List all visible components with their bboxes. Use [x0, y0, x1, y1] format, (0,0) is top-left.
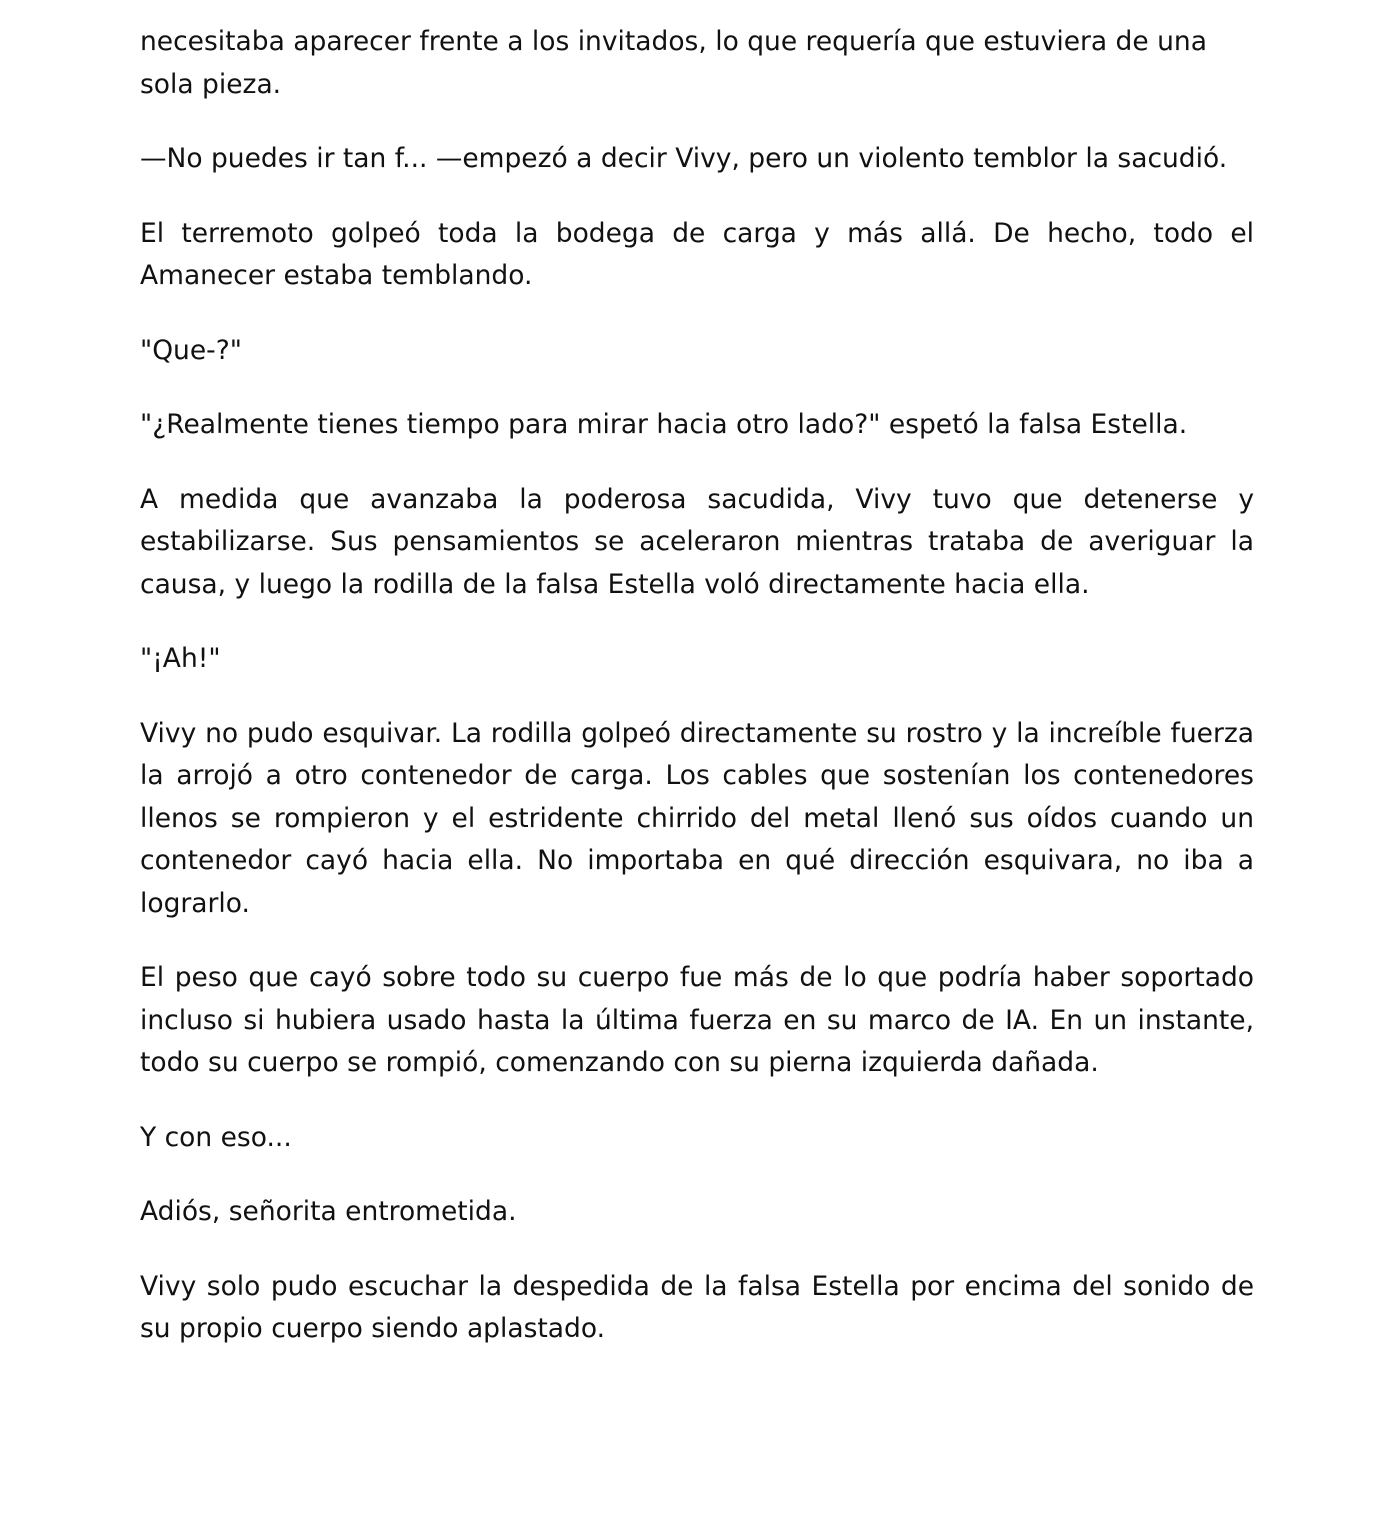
paragraph: "¡Ah!" [140, 643, 221, 674]
paragraph: A medida que avanzaba la poderosa sacudida, Vivy tuvo que detenerse y estabilizarse. Sus pensamientos se aceleraron mientras trataba de averiguar la causa, y luego la rodilla de la falsa Estella voló directamente hacia ella. [140, 483, 1254, 600]
paragraph: "Que-?" [140, 334, 242, 366]
paragraph: Adiós, señorita entrometida. [140, 1196, 517, 1227]
paragraph: —No puedes ir tan f... —empezó a decir Vivy, pero un violento temblor la sacudió. [140, 143, 1228, 174]
paragraph: Y con eso... [140, 1121, 292, 1153]
text-body [140, 21, 1254, 1383]
paragraph: Vivy solo pudo escuchar la despedida de la falsa Estella por encima del sonido de su propio cuerpo siendo aplastado. [140, 1270, 1254, 1344]
paragraph: "¿Realmente tienes tiempo para mirar hacia otro lado?" espetó la falsa Estella. [140, 409, 1188, 440]
paragraph: El terremoto golpeó toda la bodega de carga y más allá. De hecho, todo el Amanecer estaba temblando. [140, 217, 1254, 291]
paragraph: Vivy no pudo esquivar. La rodilla golpeó directamente su rostro y la increíble fuerza la arrojó a otro contenedor de carga. Los cables que sostenían los contenedores llenos se rompieron y el estridente chirrido del metal llenó sus oídos cuando un contenedor cayó hacia ella. No importaba en qué dirección esquivara, no iba a lograrlo. [140, 717, 1254, 919]
paragraph: necesitaba aparecer frente a los invitados, lo que requería que estuviera de una sola pieza. [140, 26, 1207, 100]
paragraph: El peso que cayó sobre todo su cuerpo fue más de lo que podría haber soportado incluso si hubiera usado hasta la última fuerza en su marco de IA. En un instante, todo su cuerpo se rompió, comenzando con su pierna izquierda dañada. [140, 962, 1254, 1078]
